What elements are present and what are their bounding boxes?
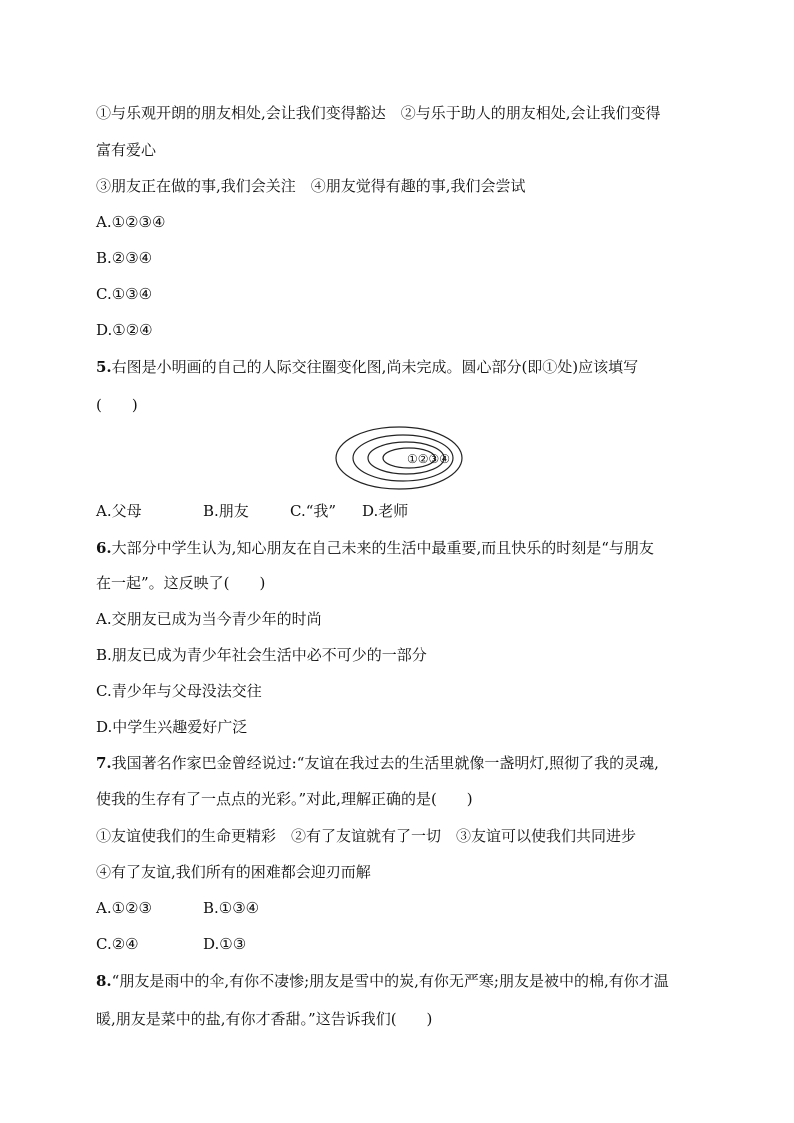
social-circle-diagram [335, 425, 465, 491]
question-6 [96, 538, 654, 558]
question-text: 大部分中学生认为,知心朋友在自己未来的生活中最重要,而且快乐的时刻是“与朋友 [111, 539, 654, 557]
option-b: B.①③④ [203, 899, 260, 917]
question-text: “朋友是雨中的伞,有你不凄惨;朋友是雪中的炭,有你无严寒;朋友是被中的棉,有你才温 [111, 972, 669, 990]
statement-line-continued: 富有爱心 [96, 141, 157, 159]
option-a: A.父母 [96, 502, 142, 520]
answer-parentheses: ( ) [96, 396, 138, 414]
option-c: C.“我” [290, 502, 337, 520]
statement-line: ①友谊使我们的生命更精彩 ②有了友谊就有了一切 ③友谊可以使我们共同进步 [96, 827, 637, 845]
option-c: C.②④ [96, 935, 139, 953]
question-5 [96, 357, 638, 377]
question-7 [96, 753, 659, 773]
question-text-continued: 使我的生存有了一点点的光彩。”对此,理解正确的是( ) [96, 790, 473, 808]
question-number: 7. [96, 754, 112, 772]
statement-line: ①与乐观开朗的朋友相处,会让我们变得豁达 ②与乐于助人的朋友相处,会让我们变得 [96, 104, 661, 122]
question-7-options-row-1 [96, 898, 259, 918]
question-number: 5. [96, 358, 112, 376]
option-b: B.朋友 [203, 502, 249, 520]
option-d: D.老师 [362, 502, 409, 520]
question-text-continued: 在一起”。这反映了( ) [96, 574, 266, 592]
option-a: A.①②③④ [96, 213, 166, 231]
option-d: D.①③ [203, 935, 247, 953]
option-d: D.中学生兴趣爱好广泛 [96, 718, 248, 736]
circle-labels: ①②③④ [407, 452, 451, 466]
question-8 [96, 971, 669, 991]
statement-line: ④有了友谊,我们所有的困难都会迎刃而解 [96, 863, 371, 881]
statement-line: ③朋友正在做的事,我们会关注 ④朋友觉得有趣的事,我们会尝试 [96, 177, 526, 195]
option-b: B.朋友已成为青少年社会生活中必不可少的一部分 [96, 646, 427, 664]
question-text: 我国著名作家巴金曾经说过:“友谊在我过去的生活里就像一盏明灯,照彻了我的灵魂, [111, 754, 659, 772]
question-number: 6. [96, 539, 112, 557]
option-d: D.①②④ [96, 321, 153, 339]
question-number: 8. [96, 972, 112, 990]
option-b: B.②③④ [96, 249, 153, 267]
option-c: C.青少年与父母没法交往 [96, 682, 262, 700]
question-text: 右图是小明画的自己的人际交往圈变化图,尚未完成。圆心部分(即①处)应该填写 [111, 358, 639, 376]
question-text-continued: 暖,朋友是菜中的盐,有你才香甜。”这告诉我们( ) [96, 1010, 433, 1028]
question-7-options-row-2 [96, 934, 246, 954]
option-c: C.①③④ [96, 285, 153, 303]
option-a: A.①②③ [96, 899, 152, 917]
question-5-options [96, 501, 408, 521]
option-a: A.交朋友已成为当今青少年的时尚 [96, 610, 322, 628]
